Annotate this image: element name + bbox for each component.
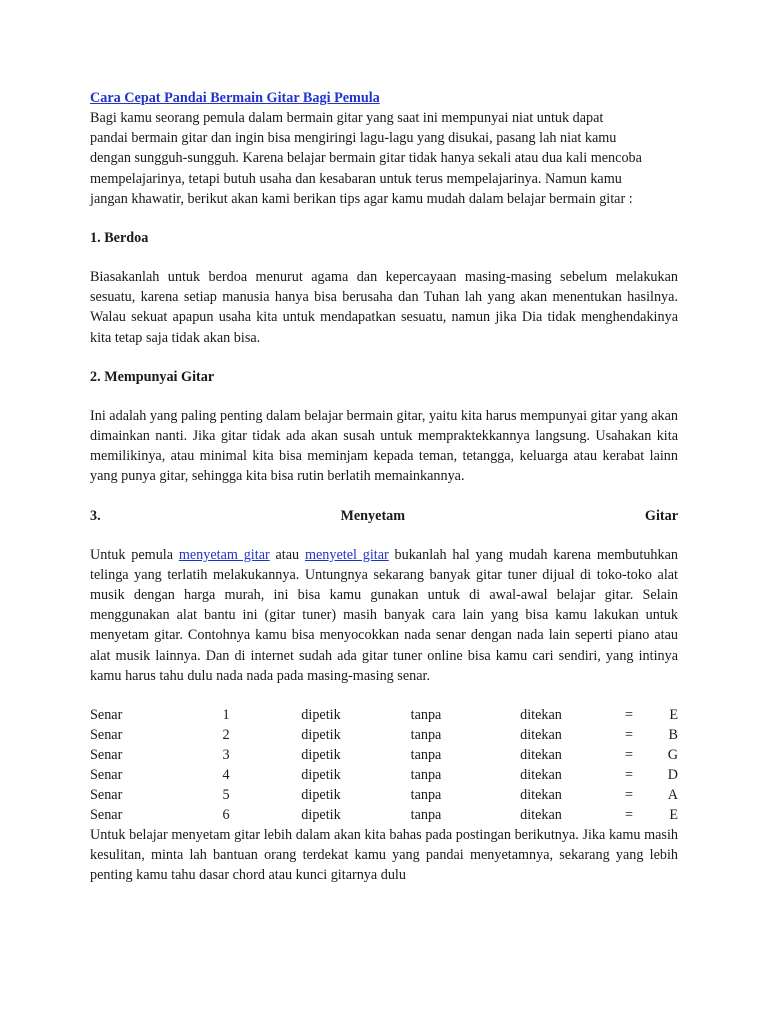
senar-cell: E (669, 807, 678, 824)
senar-cell: 2 (222, 727, 230, 744)
senar-cell: E (669, 707, 678, 724)
senar-cell: D (667, 767, 678, 784)
senar-cell: Senar (90, 807, 123, 824)
section-body-menyetam-gitar (90, 545, 678, 686)
intro-line: jangan khawatir, berikut akan kami berikan tips agar kamu mudah dalam belajar bermain gitar : (90, 190, 633, 207)
section-heading-mempunyai-gitar: 2. Mempunyai Gitar (90, 368, 215, 385)
senar-cell: B (668, 727, 678, 744)
article-title-link[interactable]: Cara Cepat Pandai Bermain Gitar Bagi Pemula (90, 90, 380, 106)
section-heading-berdoa: 1. Berdoa (90, 230, 149, 247)
senar-cell: dipetik (301, 707, 341, 724)
senar-cell: tanpa (410, 707, 442, 724)
menyetam-gitar-link[interactable]: menyetam gitar (178, 546, 270, 563)
closing-paragraph: Untuk belajar menyetam gitar lebih dalam akan kita bahas pada postingan berikutnya. Jika kamu masih kesulitan, minta lah bantuan orang terdekat kamu yang pandai menyetamnya, sekarang yang lebih penting kamu tahu dasar chord atau kunci gitarnya dulu (90, 827, 678, 884)
section-body-berdoa: Biasakanlah untuk berdoa menurut agama dan kepercayaan masing-masing sebelum melakukan sesuatu, karena setiap manusia hanya bisa berusaha dan Tuhan lah yang akan menentukan hasilnya. Walau sekuat apapun usaha kita untuk mendapatkan sesuatu, namun jika Dia tidak menghendakinya kita tetap saja tidak akan bisa. (90, 269, 678, 346)
senar-cell: dipetik (301, 747, 341, 764)
senar-cell: = (624, 787, 633, 804)
senar-row (90, 725, 678, 745)
senar-cell: 3 (222, 747, 230, 764)
intro-line: dengan sungguh-sungguh. Karena belajar bermain gitar tidak hanya sekali atau dua kali mencoba (90, 150, 642, 167)
senar-cell: A (667, 787, 678, 804)
senar-cell: tanpa (410, 727, 442, 744)
senar-cell: ditekan (520, 707, 562, 724)
senar-cell: ditekan (520, 727, 562, 744)
menyetel-gitar-link[interactable]: menyetel gitar (304, 546, 389, 563)
senar-cell: tanpa (410, 787, 442, 804)
senar-cell: Senar (90, 767, 123, 784)
senar-cell: 4 (222, 767, 230, 784)
senar-cell: Senar (90, 787, 123, 804)
senar-cell: tanpa (410, 747, 442, 764)
senar-cell: dipetik (301, 767, 341, 784)
senar-row (90, 705, 678, 725)
article-title-row (90, 88, 678, 108)
senar-cell: dipetik (301, 807, 341, 824)
senar-cell: = (624, 707, 633, 724)
senar-cell: 6 (222, 807, 230, 824)
senar-cell: = (624, 747, 633, 764)
senar-cell: ditekan (520, 807, 562, 824)
senar-cell: ditekan (520, 787, 562, 804)
senar-row (90, 765, 678, 785)
intro-line: Bagi kamu seorang pemula dalam bermain gitar yang saat ini mempunyai niat untuk dapat (90, 110, 604, 126)
body-text: bukanlah hal yang mudah karena membutuhkan telinga yang terlatih melakukannya. Untungnya sekarang banyak gitar tuner dijual di toko-toko alat musik dengan harga murah, ini bisa kamu gunakan untuk di awal-awal belajar gitar. Selain menggunakan alat bantu ini (gitar tuner) masih banyak cara lain yang bisa kamu lakukan untuk menyetam gitar. Contohnya kamu bisa menyocokkan nada senar dengan nada lain seperti piano atau alat musik lainnya. Dan di internet sudah ada gitar tuner online bisa kamu cari sendiri, yang intinya kamu harus tahu dulu nada nada pada masing-masing senar. (90, 546, 678, 684)
senar-row (90, 805, 678, 825)
senar-cell: ditekan (520, 747, 562, 764)
senar-cell: = (624, 727, 633, 744)
body-text: Untuk pemula (90, 546, 179, 563)
section-body-mempunyai-gitar: Ini adalah yang paling penting dalam belajar bermain gitar, yaitu kita harus mempunyai gitar yang akan dimainkan nanti. Jika gitar tidak ada akan susah untuk mempraktekkannya langsung. Usahakan kita memilikinya, atau minimal kita bisa meminjam kepada teman, tetangga, keluarga atau kerabat lainn yang punya gitar, sehingga kita bisa rutin berlatih memainkannya. (90, 407, 679, 485)
document-page (90, 88, 678, 886)
intro-paragraph (90, 108, 678, 209)
senar-cell: 5 (222, 787, 230, 804)
senar-cell: Senar (90, 707, 123, 724)
senar-cell: 1 (222, 707, 230, 724)
senar-cell: dipetik (301, 727, 341, 744)
section-heading-menyetam-gitar (90, 506, 678, 526)
senar-cell: Senar (90, 747, 123, 764)
senar-cell: Senar (90, 727, 123, 744)
body-text: atau (269, 546, 305, 563)
senar-cell: = (624, 767, 633, 784)
heading-number: 3. (90, 507, 101, 524)
senar-cell: = (624, 807, 633, 824)
senar-cell: ditekan (520, 767, 562, 784)
senar-cell: tanpa (410, 807, 442, 824)
senar-cell: tanpa (410, 767, 442, 784)
intro-line: mempelajarinya, tetapi butuh usaha dan kesabaran untuk terus mempelajarinya. Namun kamu (90, 170, 622, 187)
senar-row (90, 745, 678, 765)
senar-cell: G (667, 747, 678, 764)
heading-word: Menyetam (340, 507, 406, 524)
heading-word: Gitar (644, 507, 678, 524)
senar-cell: dipetik (301, 787, 341, 804)
intro-line: pandai bermain gitar dan ingin bisa mengiringi lagu-lagu yang disukai, pasang lah niat kamu (90, 130, 617, 147)
senar-tuning-table (90, 705, 678, 825)
senar-row (90, 785, 678, 805)
